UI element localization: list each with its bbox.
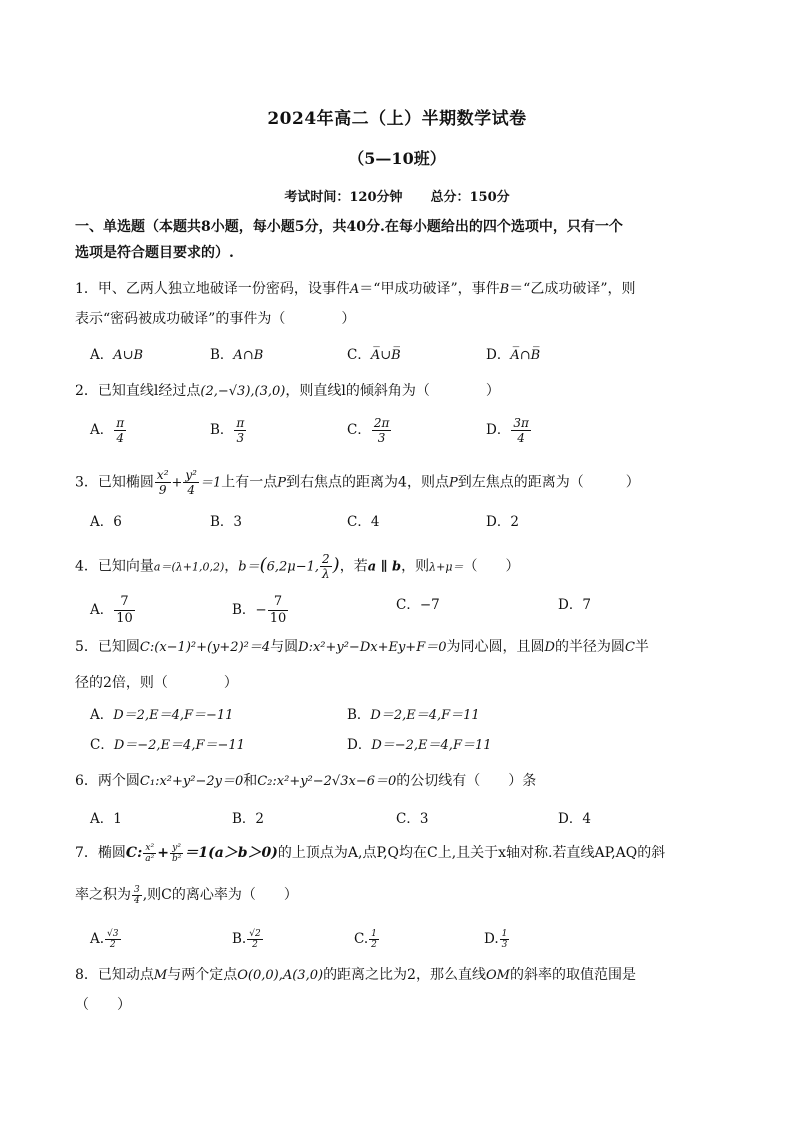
option-b: B．D＝2,E＝4,F＝11	[347, 707, 480, 723]
option-d: D．7	[558, 597, 591, 613]
question-8-line2: （ ）	[75, 997, 131, 1013]
question-2: 2．已知直线l经过点(2,−√3),(3,0)，则直线l的倾斜角为（ ）	[75, 383, 500, 399]
question-7-line1: 7．椭圆C: $\frac{\text{x²}}{\text{a²}}$ + $\frac{\text{y²}}{\text{b²}}$ ＝1(a＞b＞0)的上顶点为A,点P,Q均在C上,且关于x轴对称.若直线AP,AQ的斜	[75, 842, 666, 864]
section-heading	[75, 214, 725, 266]
option-c: C．3	[396, 811, 429, 827]
option-a: A．1	[90, 811, 122, 827]
section-heading-line1: 一、单选题（本题共8小题，每小题5分，共40分.在每小题给出的四个选项中，只有一个	[75, 219, 623, 235]
option-a: A． $\frac{\pi}{4}$	[90, 416, 125, 445]
option-b: B. $\frac{√2}{2}$	[232, 929, 261, 950]
question-5-line1: 5．已知圆C:(x−1)²+(y+2)²＝4与圆D:x²+y²−Dx+Ey+F＝0为同心圆，且圆D的半径为圆C半	[75, 639, 649, 655]
option-b: B．A∩B	[210, 347, 264, 363]
page-subtitle: （5—10班）	[348, 149, 446, 168]
question-7-line2: 率之积为 $\frac{3}{4}$ ,则C的离心率为（ ）	[75, 884, 298, 906]
option-c: C．A̅∪B̅	[347, 347, 401, 363]
option-d: D．2	[486, 514, 519, 530]
option-b: B．2	[232, 811, 265, 827]
option-c: C．D＝−2,E＝4,F＝−11	[90, 737, 245, 753]
question-1-line2: 表示“密码被成功破译”的事件为（ ）	[75, 311, 356, 327]
option-c: C．4	[347, 514, 380, 530]
question-4: 4．已知向量a＝(λ+1,0,2)，b＝(6,2μ−1, $\frac{2}{\lambda}$ )，若a ∥ b，则λ+μ＝（ ）	[75, 552, 520, 581]
question-1-line1: 1．甲、乙两人独立地破译一份密码，设事件A＝“甲成功破译”，事件B＝“乙成功破译”，则	[75, 281, 636, 297]
option-b: B．3	[210, 514, 243, 530]
question-5-line2: 径的2倍，则（ ）	[75, 675, 238, 691]
section-heading-line2: 选项是符合题目要求的）.	[75, 245, 234, 261]
option-c: C．−7	[396, 597, 440, 613]
option-a: A．D＝2,E＝4,F＝−11	[90, 707, 234, 723]
option-b: B．− $\frac{7}{10}$	[232, 594, 287, 626]
option-b: B． $\frac{\pi}{3}$	[210, 416, 245, 445]
option-d: D． $\frac{3\pi}{4}$	[486, 416, 529, 445]
option-d: D. $\frac{1}{3}$	[484, 929, 508, 950]
option-a: A． $\frac{7}{10}$	[90, 594, 133, 626]
option-d: D．A̅∩B̅	[486, 347, 541, 363]
exam-time: 考试时间：120分钟	[284, 190, 403, 205]
exam-score: 总分：150分	[430, 190, 510, 205]
option-a: A．6	[90, 514, 122, 530]
option-d: D．D＝−2,E＝4,F＝11	[347, 737, 492, 753]
exam-info	[0, 186, 794, 205]
question-3: 3．已知椭圆 $\frac{\text{x²}}{9}$ + $\frac{\text{y²}}{4}$ ＝1上有一点P到右焦点的距离为4，则点P到左焦点的距离为（ ）	[75, 468, 640, 497]
question-8-line1: 8．已知动点M与两个定点O(0,0),A(3,0)的距离之比为2，那么直线OM的斜率的取值范围是	[75, 967, 636, 983]
question-6: 6．两个圆C₁:x²+y²−2y＝0和C₂:x²+y²−2√3x−6＝0的公切线有（ ）条	[75, 773, 537, 789]
page-title: 2024年高二（上）半期数学试卷	[267, 109, 527, 129]
option-c: C． $\frac{2\pi}{3}$	[347, 416, 390, 445]
option-d: D．4	[558, 811, 591, 827]
option-c: C. $\frac{1}{2}$	[354, 929, 377, 950]
option-a: A．A∪B	[90, 347, 144, 363]
option-a: A. $\frac{√3}{2}$	[90, 929, 119, 950]
